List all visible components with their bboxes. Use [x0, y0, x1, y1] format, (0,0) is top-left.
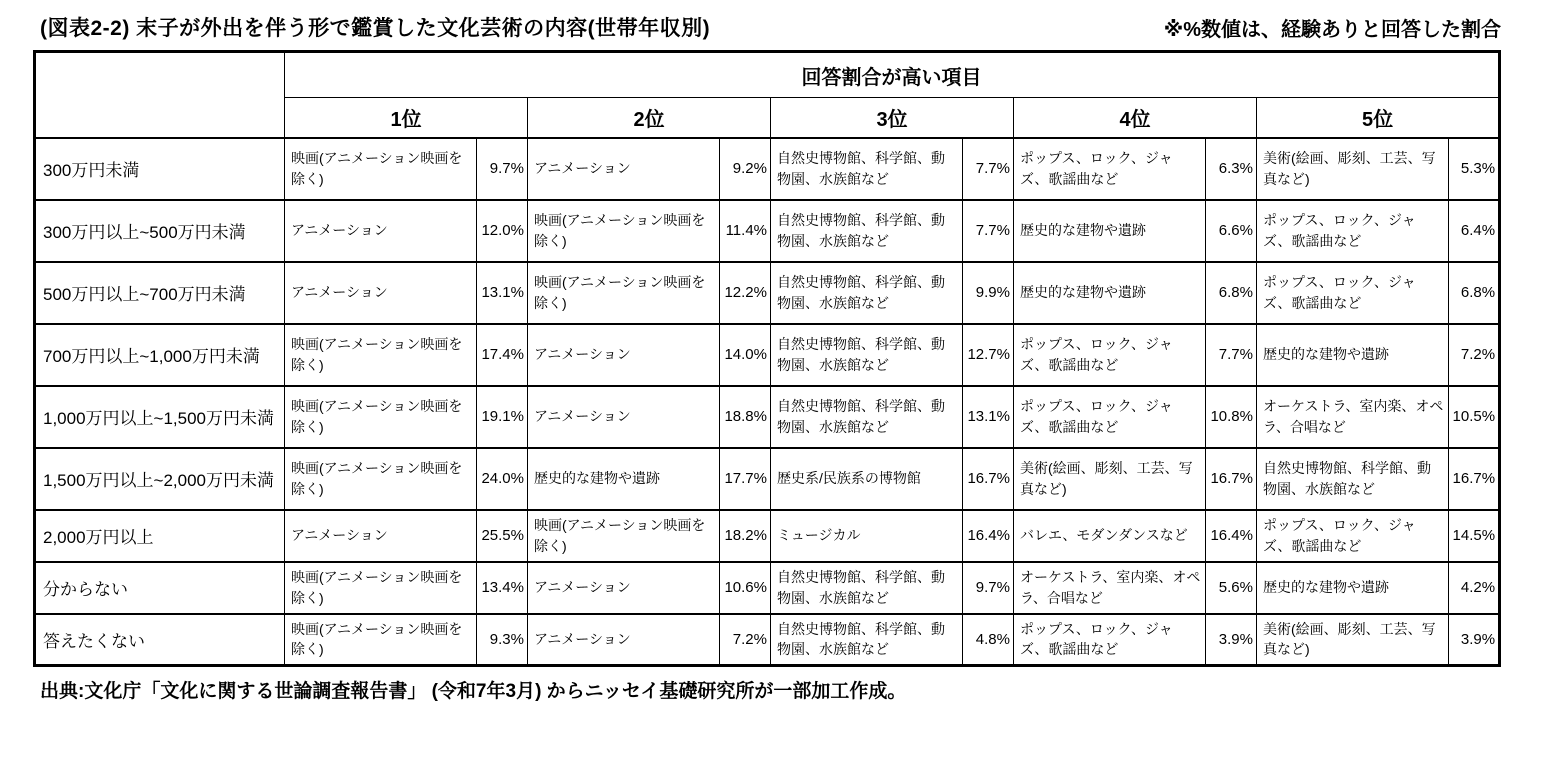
rank-item-cell: 自然史博物館、科学館、動物園、水族館など	[1257, 448, 1449, 510]
income-label: 300万円未満	[35, 138, 285, 200]
table-row	[35, 324, 1500, 386]
rank-percent-cell: 16.7%	[1449, 448, 1500, 510]
rank-item-cell: 自然史博物館、科学館、動物園、水族館など	[771, 324, 963, 386]
rank-item-cell: アニメーション	[528, 614, 720, 666]
rank-item-cell: アニメーション	[528, 562, 720, 614]
rank-item-cell: 映画(アニメーション映画を除く)	[285, 386, 477, 448]
rank-item-cell: アニメーション	[528, 324, 720, 386]
rank-item-cell: 自然史博物館、科学館、動物園、水族館など	[771, 200, 963, 262]
rank-percent-cell: 24.0%	[477, 448, 528, 510]
rank-percent-cell: 7.2%	[1449, 324, 1500, 386]
figure-title: (図表2-2) 末子が外出を伴う形で鑑賞した文化芸術の内容(世帯年収別)	[40, 17, 711, 40]
rank-item-cell: 歴史的な建物や遺跡	[1014, 200, 1206, 262]
income-label: 700万円以上~1,000万円未満	[35, 324, 285, 386]
income-label: 1,500万円以上~2,000万円未満	[35, 448, 285, 510]
table-row	[35, 562, 1500, 614]
rank-item-cell: 映画(アニメーション映画を除く)	[285, 138, 477, 200]
group-header: 回答割合が高い項目	[285, 52, 1500, 98]
rank-item-cell: オーケストラ、室内楽、オペラ、合唱など	[1014, 562, 1206, 614]
rank-percent-cell: 7.2%	[720, 614, 771, 666]
rank-percent-cell: 5.6%	[1206, 562, 1257, 614]
rank-item-cell: アニメーション	[285, 262, 477, 324]
income-label: 2,000万円以上	[35, 510, 285, 562]
rank-item-cell: ポップス、ロック、ジャズ、歌謡曲など	[1014, 386, 1206, 448]
rank-percent-cell: 9.9%	[963, 262, 1014, 324]
rank-item-cell: ミュージカル	[771, 510, 963, 562]
rank-header-1: 1位	[285, 98, 528, 138]
rank-item-cell: 歴史的な建物や遺跡	[528, 448, 720, 510]
group-header-row	[35, 52, 1500, 98]
rank-percent-cell: 14.5%	[1449, 510, 1500, 562]
table-row	[35, 200, 1500, 262]
rank-item-cell: 映画(アニメーション映画を除く)	[285, 324, 477, 386]
rank-percent-cell: 9.2%	[720, 138, 771, 200]
rank-item-cell: オーケストラ、室内楽、オペラ、合唱など	[1257, 386, 1449, 448]
rank-percent-cell: 9.7%	[963, 562, 1014, 614]
rank-percent-cell: 7.7%	[963, 138, 1014, 200]
rank-percent-cell: 25.5%	[477, 510, 528, 562]
rank-percent-cell: 5.3%	[1449, 138, 1500, 200]
rank-item-cell: バレエ、モダンダンスなど	[1014, 510, 1206, 562]
rank-percent-cell: 17.7%	[720, 448, 771, 510]
rank-item-cell: 美術(絵画、彫刻、工芸、写真など)	[1014, 448, 1206, 510]
rank-percent-cell: 7.7%	[1206, 324, 1257, 386]
rank-header-4: 4位	[1014, 98, 1257, 138]
table-row	[35, 262, 1500, 324]
rank-item-cell: 自然史博物館、科学館、動物園、水族館など	[771, 562, 963, 614]
table-body	[35, 138, 1500, 666]
rank-percent-cell: 19.1%	[477, 386, 528, 448]
rank-percent-cell: 13.4%	[477, 562, 528, 614]
rank-percent-cell: 10.8%	[1206, 386, 1257, 448]
income-label: 分からない	[35, 562, 285, 614]
income-label: 1,000万円以上~1,500万円未満	[35, 386, 285, 448]
rank-percent-cell: 6.8%	[1449, 262, 1500, 324]
rank-header-2: 2位	[528, 98, 771, 138]
rank-percent-cell: 4.8%	[963, 614, 1014, 666]
rank-item-cell: 歴史的な建物や遺跡	[1014, 262, 1206, 324]
rank-item-cell: ポップス、ロック、ジャズ、歌謡曲など	[1257, 200, 1449, 262]
rank-item-cell: 自然史博物館、科学館、動物園、水族館など	[771, 138, 963, 200]
rank-percent-cell: 16.7%	[963, 448, 1014, 510]
rank-item-cell: 美術(絵画、彫刻、工芸、写真など)	[1257, 138, 1449, 200]
rank-percent-cell: 16.4%	[1206, 510, 1257, 562]
rank-percent-cell: 10.5%	[1449, 386, 1500, 448]
rank-item-cell: 歴史的な建物や遺跡	[1257, 562, 1449, 614]
rank-percent-cell: 16.4%	[963, 510, 1014, 562]
rank-percent-cell: 13.1%	[477, 262, 528, 324]
rank-percent-cell: 17.4%	[477, 324, 528, 386]
rank-percent-cell: 12.7%	[963, 324, 1014, 386]
rank-item-cell: 美術(絵画、彫刻、工芸、写真など)	[1257, 614, 1449, 666]
percentage-note: ※%数値は、経験ありと回答した割合	[1163, 19, 1501, 41]
rank-item-cell: アニメーション	[528, 138, 720, 200]
rank-item-cell: 映画(アニメーション映画を除く)	[285, 562, 477, 614]
rank-item-cell: 映画(アニメーション映画を除く)	[285, 448, 477, 510]
rank-percent-cell: 3.9%	[1449, 614, 1500, 666]
rank-item-cell: ポップス、ロック、ジャズ、歌謡曲など	[1014, 614, 1206, 666]
rank-item-cell: 映画(アニメーション映画を除く)	[528, 200, 720, 262]
table-row	[35, 448, 1500, 510]
rank-percent-cell: 10.6%	[720, 562, 771, 614]
rank-percent-cell: 12.0%	[477, 200, 528, 262]
rank-percent-cell: 6.6%	[1206, 200, 1257, 262]
rank-item-cell: ポップス、ロック、ジャズ、歌謡曲など	[1014, 324, 1206, 386]
table-row	[35, 138, 1500, 200]
source-citation: 出典:文化庁「文化に関する世論調査報告書」 (令和7年3月) からニッセイ基礎研究所が一部加工作成。	[40, 681, 907, 702]
header-bar	[40, 12, 1501, 42]
rank-percent-cell: 18.8%	[720, 386, 771, 448]
rank-item-cell: 映画(アニメーション映画を除く)	[528, 510, 720, 562]
rank-header-5: 5位	[1257, 98, 1500, 138]
rank-percent-cell: 9.7%	[477, 138, 528, 200]
income-label: 答えたくない	[35, 614, 285, 666]
rank-percent-cell: 4.2%	[1449, 562, 1500, 614]
rank-item-cell: 歴史系/民族系の博物館	[771, 448, 963, 510]
table-row	[35, 510, 1500, 562]
rank-percent-cell: 12.2%	[720, 262, 771, 324]
income-column-header-blank	[35, 52, 285, 138]
rank-item-cell: アニメーション	[285, 200, 477, 262]
rank-percent-cell: 6.4%	[1449, 200, 1500, 262]
rank-item-cell: 自然史博物館、科学館、動物園、水族館など	[771, 262, 963, 324]
rank-percent-cell: 3.9%	[1206, 614, 1257, 666]
rank-percent-cell: 6.8%	[1206, 262, 1257, 324]
culture-arts-table	[33, 50, 1501, 667]
rank-percent-cell: 14.0%	[720, 324, 771, 386]
rank-item-cell: 歴史的な建物や遺跡	[1257, 324, 1449, 386]
rank-percent-cell: 7.7%	[963, 200, 1014, 262]
rank-header-3: 3位	[771, 98, 1014, 138]
income-label: 300万円以上~500万円未満	[35, 200, 285, 262]
rank-item-cell: ポップス、ロック、ジャズ、歌謡曲など	[1257, 510, 1449, 562]
rank-percent-cell: 13.1%	[963, 386, 1014, 448]
income-label: 500万円以上~700万円未満	[35, 262, 285, 324]
rank-percent-cell: 18.2%	[720, 510, 771, 562]
rank-percent-cell: 11.4%	[720, 200, 771, 262]
table-row	[35, 614, 1500, 666]
rank-item-cell: ポップス、ロック、ジャズ、歌謡曲など	[1257, 262, 1449, 324]
rank-item-cell: 映画(アニメーション映画を除く)	[528, 262, 720, 324]
rank-percent-cell: 9.3%	[477, 614, 528, 666]
rank-percent-cell: 6.3%	[1206, 138, 1257, 200]
rank-item-cell: アニメーション	[285, 510, 477, 562]
rank-item-cell: アニメーション	[528, 386, 720, 448]
rank-percent-cell: 16.7%	[1206, 448, 1257, 510]
rank-item-cell: 映画(アニメーション映画を除く)	[285, 614, 477, 666]
rank-item-cell: ポップス、ロック、ジャズ、歌謡曲など	[1014, 138, 1206, 200]
table-row	[35, 386, 1500, 448]
rank-item-cell: 自然史博物館、科学館、動物園、水族館など	[771, 614, 963, 666]
rank-item-cell: 自然史博物館、科学館、動物園、水族館など	[771, 386, 963, 448]
